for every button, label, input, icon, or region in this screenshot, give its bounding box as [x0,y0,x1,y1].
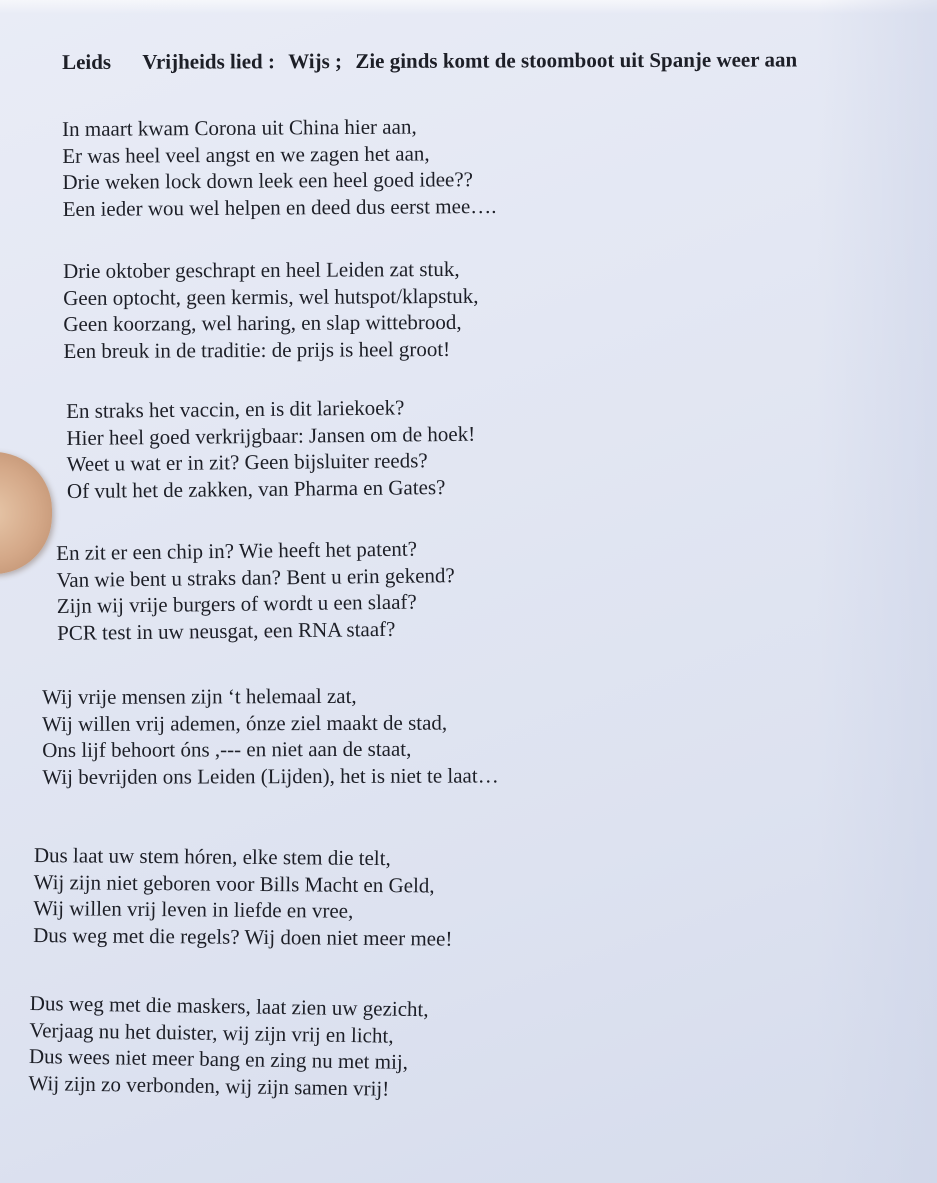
verse-line: Weet u wat er in zit? Geen bijsluiter reeds? [66,448,428,476]
stanza-3 [66,394,476,504]
stanza-6 [33,842,453,952]
paper-shadow [817,0,937,1183]
verse-line: Dus wees niet meer bang en zing nu met mij, [28,1043,409,1074]
verse-line: Wij zijn niet geboren voor Bills Macht en Geld, [33,869,435,897]
verse-line: Dus weg met die regels? Wij doen niet meer mee! [33,922,453,951]
song-title [62,47,797,75]
verse-line: Hier heel goed verkrijgbaar: Jansen om de hoek! [66,421,476,450]
verse-line: Geen koorzang, wel haring, en slap wittebrood, [63,309,462,336]
verse-line: In maart kwam Corona uit China hier aan, [62,114,417,141]
title-tune-label: Wijs ; [288,49,343,74]
stanza-2 [63,256,479,364]
paper-top-edge [0,0,937,14]
verse-line: Geen optocht, geen kermis, wel hutspot/klapstuk, [63,283,479,310]
verse-line: En zit er een chip in? Wie heeft het patent? [56,536,418,565]
verse-line: Ons lijf behoort óns ,--- en niet aan de staat, [42,736,412,762]
finger-holding-paper [0,452,52,574]
verse-line: Wij zijn zo verbonden, wij zijn samen vrij! [28,1070,390,1101]
title-city: Leids [62,49,112,74]
verse-line: Een breuk in de traditie: de prijs is heel groot! [63,336,451,363]
verse-line: Wij bevrijden ons Leiden (Lijden), het is niet te laat… [42,762,499,789]
verse-line: PCR test in uw neusgat, een RNA staaf? [56,616,396,645]
verse-line: Zijn wij vrije burgers of wordt u een slaaf? [56,589,417,618]
verse-line: En straks het vaccin, en is dit lariekoek? [66,395,405,423]
verse-line: Een ieder wou wel helpen en deed dus eerst mee…. [62,193,497,221]
stanza-4 [56,535,456,646]
stanza-5 [42,682,499,790]
verse-line: Wij vrije mensen zijn ‘t helemaal zat, [42,683,357,709]
verse-line: Er was heel veel angst en we zagen het aan, [62,140,430,168]
title-tune-name: Zie ginds komt de stoomboot uit Spanje weer aan [355,47,798,73]
verse-line: Of vult het de zakken, van Pharma en Gates? [66,474,446,503]
verse-line: Verjaag nu het duister, wij zijn vrij en licht, [29,1017,394,1048]
stanza-1 [62,113,497,222]
verse-line: Dus weg met die maskers, laat zien uw gezicht, [29,990,429,1022]
stanza-7 [28,990,428,1102]
title-song-name: Vrijheids lied : [142,49,275,74]
verse-line: Dus laat uw stem hóren, elke stem die telt, [33,842,391,871]
verse-line: Wij willen vrij ademen, ónze ziel maakt de stad, [42,710,448,736]
verse-line: Drie oktober geschrapt en heel Leiden zat stuk, [63,256,460,283]
verse-line: Van wie bent u straks dan? Bent u erin gekend? [56,562,455,592]
verse-line: Drie weken lock down leek een heel goed idee?? [62,167,474,194]
verse-line: Wij willen vrij leven in liefde en vree, [33,895,354,923]
